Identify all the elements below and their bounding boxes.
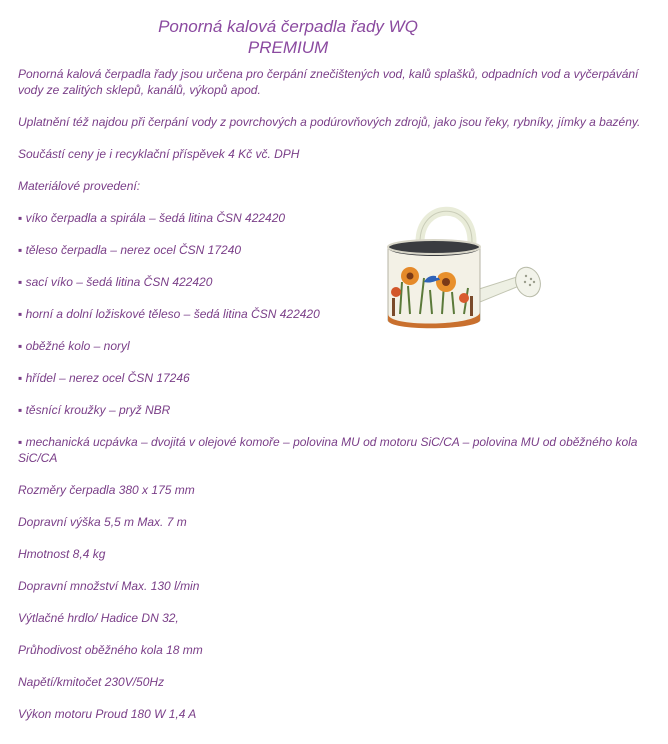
spec-item: Výkon motoru Proud 180 W 1,4 A — [18, 707, 197, 721]
spec-item: Dopravní výška 5,5 m Max. 7 m — [18, 515, 187, 529]
material-item: ▪ víko čerpadla a spirála – šedá litina ČSN 422420 — [18, 211, 286, 225]
page-title — [0, 16, 576, 58]
material-item: ▪ hřídel – nerez ocel ČSN 17246 — [18, 371, 190, 385]
materials-heading: Materiálové provedení: — [18, 179, 141, 193]
material-item: ▪ těsnící kroužky – pryž NBR — [18, 403, 171, 417]
page-title-line1: Ponorná kalová čerpadla řady WQ — [158, 17, 418, 36]
spec-item: Rozměry čerpadla 380 x 175 mm — [18, 483, 195, 497]
spec-item: Výtlačné hrdlo/ Hadice DN 32, — [18, 611, 179, 625]
intro-paragraph: Ponorná kalová čerpadla řady jsou určena pro čerpání znečištených vod, kalů splašků, odpadních vod a vyčerpávání vody ze zalitých sklepů, kanálů, výkopů apod. — [18, 67, 639, 97]
material-item: ▪ mechanická ucpávka – dvojitá v olejové komoře – polovina MU od motoru SiC/CA – polovina MU od oběžného kola SiC/CA — [18, 435, 638, 465]
page-title-line2: PREMIUM — [247, 38, 329, 57]
material-item: ▪ oběžné kolo – noryl — [18, 339, 130, 353]
material-item: ▪ horní a dolní ložiskové těleso – šedá litina ČSN 422420 — [18, 307, 320, 321]
watering-can-image — [380, 202, 548, 342]
spec-item: Dopravní množství Max. 130 l/min — [18, 579, 200, 593]
spec-item: Průhodivost oběžného kola 18 mm — [18, 643, 203, 657]
material-item: ▪ těleso čerpadla – nerez ocel ČSN 17240 — [18, 243, 242, 257]
usage-paragraph: Uplatnění též najdou při čerpání vody z povrchových a podúrovňových zdrojů, jako jsou řeky, rybníky, jímky a bazény. — [18, 115, 641, 129]
product-description — [18, 66, 663, 738]
price-note: Součástí ceny je i recyklační příspěvek 4 Kč vč. DPH — [18, 147, 300, 161]
material-item: ▪ sací víko – šedá litina ČSN 422420 — [18, 275, 213, 289]
spec-item: Napětí/kmitočet 230V/50Hz — [18, 675, 165, 689]
spec-item: Hmotnost 8,4 kg — [18, 547, 106, 561]
